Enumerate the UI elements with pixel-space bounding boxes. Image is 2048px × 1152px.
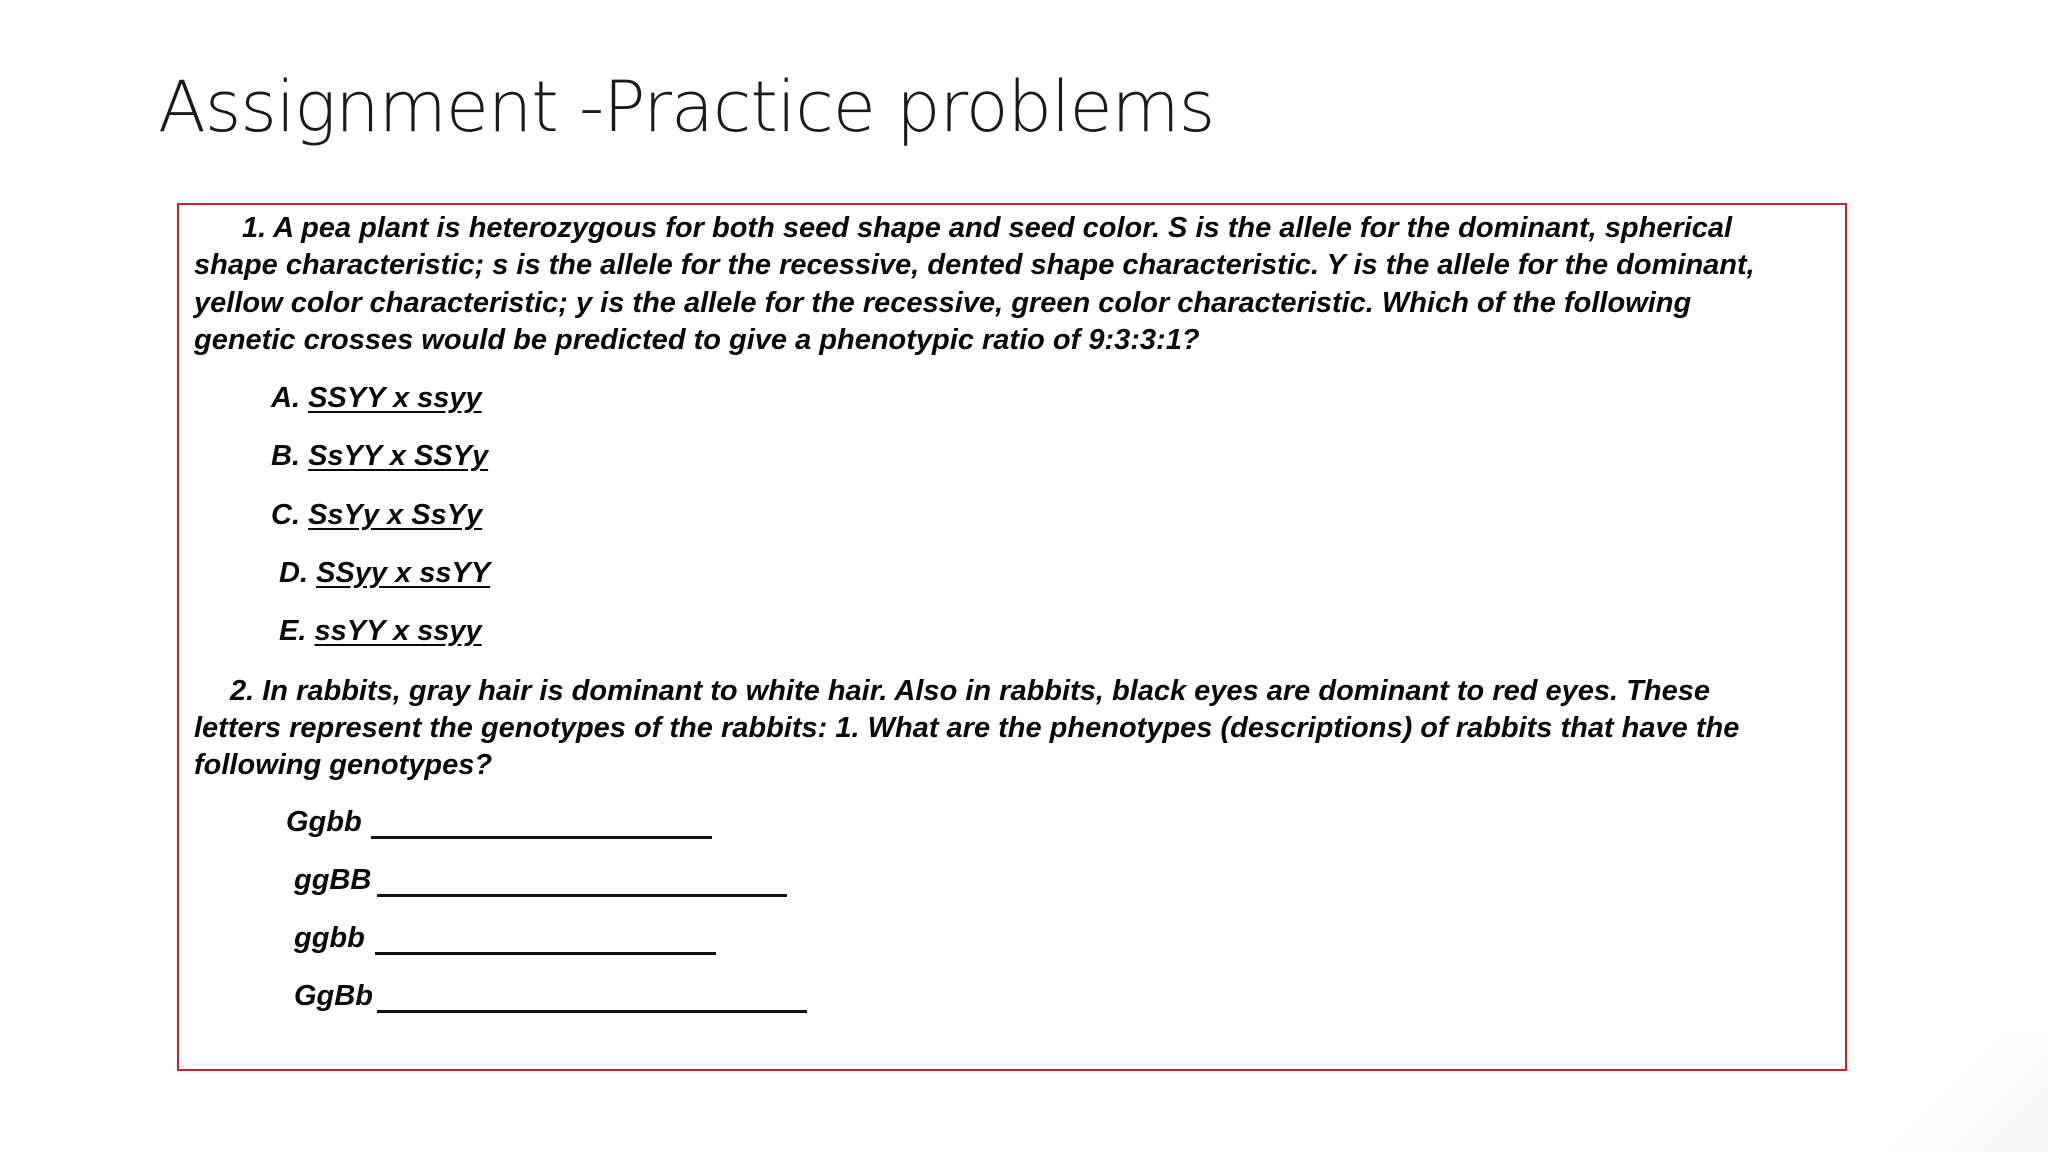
answer-blank-2[interactable]	[377, 894, 787, 897]
question-2-line-3: following genotypes?	[194, 749, 493, 781]
corner-shading	[1848, 1032, 2048, 1152]
option-c	[271, 497, 482, 534]
option-d-letter: D.	[279, 557, 308, 589]
answer-blank-1[interactable]	[371, 836, 712, 839]
genotype-label-4: GgBb	[294, 980, 373, 1012]
option-e-cross: ssYY x ssyy	[314, 615, 482, 647]
option-e-letter: E.	[279, 615, 307, 647]
question-1-line-1: 1. A pea plant is heterozygous for both seed shape and seed color. S is the allele for the dominant, spherical	[242, 212, 1733, 244]
option-e	[279, 613, 482, 650]
option-d-cross: SSyy x ssYY	[316, 557, 491, 589]
answer-blank-3[interactable]	[375, 952, 716, 955]
genotype-label-2: ggBB	[294, 864, 372, 896]
question-2-line-2: letters represent the genotypes of the rabbits: 1. What are the phenotypes (descriptions) of rabbits that have the	[194, 712, 1740, 744]
slide-title: Assignment -Practice problems	[158, 66, 1215, 148]
question-1-line-3: yellow color characteristic; y is the allele for the recessive, green color characteristic. Which of the following	[194, 287, 1692, 319]
option-c-cross: SsYy x SsYy	[308, 499, 483, 531]
option-a	[271, 380, 482, 417]
option-d	[279, 555, 490, 592]
option-b-cross: SsYY x SSYy	[308, 440, 489, 472]
question-2-line-1: 2. In rabbits, gray hair is dominant to white hair. Also in rabbits, black eyes are dominant to red eyes. These	[230, 675, 1710, 707]
option-b	[271, 438, 488, 475]
question-1-line-4: genetic crosses would be predicted to give a phenotypic ratio of 9:3:3:1?	[194, 324, 1200, 356]
genotype-label-1: Ggbb	[286, 806, 362, 838]
option-a-letter: A.	[271, 382, 300, 414]
option-c-letter: C.	[271, 499, 300, 531]
option-b-letter: B.	[271, 440, 300, 472]
question-1-line-2: shape characteristic; s is the allele for the recessive, dented shape characteristic. Y is the allele for the dominant,	[194, 249, 1755, 281]
option-a-cross: SSYY x ssyy	[308, 382, 482, 414]
genotype-label-3: ggbb	[294, 922, 365, 954]
answer-blank-4[interactable]	[377, 1010, 807, 1013]
